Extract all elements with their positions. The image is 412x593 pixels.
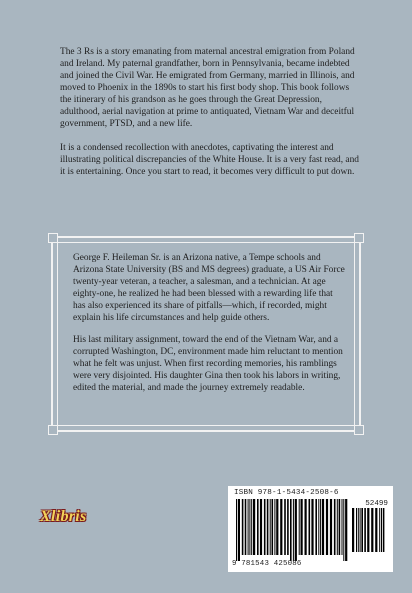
barcode-bar xyxy=(260,499,262,555)
barcode-bar xyxy=(287,499,289,555)
barcode-bar xyxy=(326,499,328,555)
barcode-bar xyxy=(364,508,366,552)
blurb-paragraph-2: It is a condensed recollection with anecdotes, captivating the interest and illustrating political discrepancies of the White House. It is a very fast read, and it is entertaining. Once you start to read, it becomes very difficult to put down. xyxy=(60,143,359,177)
barcode-bar xyxy=(280,499,282,555)
barcode-bar xyxy=(345,499,347,561)
frame-corner-ornament xyxy=(354,425,364,435)
barcode-bar xyxy=(342,499,343,555)
frame-corner-ornament xyxy=(354,233,364,243)
barcode-bar xyxy=(264,499,266,555)
barcode-bar xyxy=(358,508,359,552)
barcode-bar xyxy=(299,499,300,555)
barcode-bar xyxy=(371,508,373,552)
barcode-bar xyxy=(290,499,292,561)
barcode-bar xyxy=(322,499,324,555)
barcode-bar xyxy=(284,499,286,555)
barcode-bar xyxy=(311,499,313,555)
barcode-bar xyxy=(309,499,311,555)
barcode-bar xyxy=(343,499,344,561)
barcode-bar xyxy=(337,499,338,555)
barcode-bar xyxy=(267,499,269,555)
price-addon-barcode xyxy=(352,508,386,558)
barcode-bar xyxy=(301,499,303,555)
barcode-bar xyxy=(339,499,341,555)
barcode-bar xyxy=(272,499,274,555)
barcode-bar xyxy=(352,508,354,552)
barcode-bar xyxy=(367,508,369,552)
author-bio xyxy=(73,252,345,404)
barcode-bar xyxy=(383,508,385,552)
barcode-bar xyxy=(238,499,240,561)
barcode-bar xyxy=(320,499,321,555)
back-cover-blurb xyxy=(60,46,360,190)
barcode-bar xyxy=(253,499,255,555)
barcode-bar xyxy=(270,499,271,555)
barcode-bar xyxy=(245,499,247,555)
barcode-bar xyxy=(248,499,249,555)
barcode-bar xyxy=(318,499,319,555)
price-code-label: 52499 xyxy=(365,500,388,508)
barcode-bar xyxy=(315,499,317,555)
barcode-bar xyxy=(375,508,377,552)
frame-corner-ornament xyxy=(48,425,58,435)
bio-paragraph-1: George F. Heileman Sr. is an Arizona native, a Tempe schools and Arizona State University (BS and MS degrees) graduate, a US Air Force twenty-year veteran, a teacher, a salesman, and a technician. At age eighty-one, he realized he had been blessed with a rewarding life that has also experienced its share of pitfalls—which, if recorded, might explain his life circumstances and help guide others. xyxy=(73,253,345,323)
barcode-bar xyxy=(236,499,237,561)
ean13-barcode xyxy=(236,499,348,561)
barcode-bar xyxy=(330,499,332,555)
ean-digits: 9 781543 425086 xyxy=(232,560,302,568)
barcode-bar xyxy=(361,508,363,552)
barcode-bar xyxy=(242,499,244,555)
barcode-bar xyxy=(249,499,250,555)
publisher-logo: Xlibris xyxy=(40,508,87,525)
barcode-bar xyxy=(381,508,382,552)
isbn-barcode-block xyxy=(228,486,393,572)
isbn-label: ISBN 978-1-5434-2508-6 xyxy=(234,489,339,497)
barcode-bar xyxy=(360,508,361,552)
barcode-bar xyxy=(305,499,307,555)
barcode-bar xyxy=(295,499,297,561)
barcode-bar xyxy=(293,499,294,561)
barcode-bar xyxy=(334,499,336,555)
barcode-bar xyxy=(257,499,259,555)
barcode-bar xyxy=(356,508,357,552)
barcode-bar xyxy=(379,508,380,552)
barcode-bar xyxy=(251,499,252,555)
bio-paragraph-2: His last military assignment, toward the end of the Vietnam War, and a corrupted Washington, DC, environment made him reluctant to mention what he felt was unjust. When first recording memories, his ramblings were very disjointed. His daughter Gina then took his labors in writing, edited the material, and made the journey extremely readable. xyxy=(73,335,343,393)
barcode-bar xyxy=(274,499,275,555)
blurb-paragraph-1: The 3 Rs is a story emanating from maternal ancestral emigration from Poland and Ireland. My paternal grandfather, born in Pennsylvania, became indebted and joined the Civil War. He emigrated from Germany, married in Illinois, and moved to Phoenix in the 1890s to start his first body shop. This book follows the itinerary of his grandson as he goes through the Great Depression, adulthood, aerial navigation at prime to antiquated, Vietnam War and deceitful government, PTSD, and a new life. xyxy=(60,47,355,129)
barcode-bar xyxy=(276,499,278,555)
frame-corner-ornament xyxy=(48,233,58,243)
